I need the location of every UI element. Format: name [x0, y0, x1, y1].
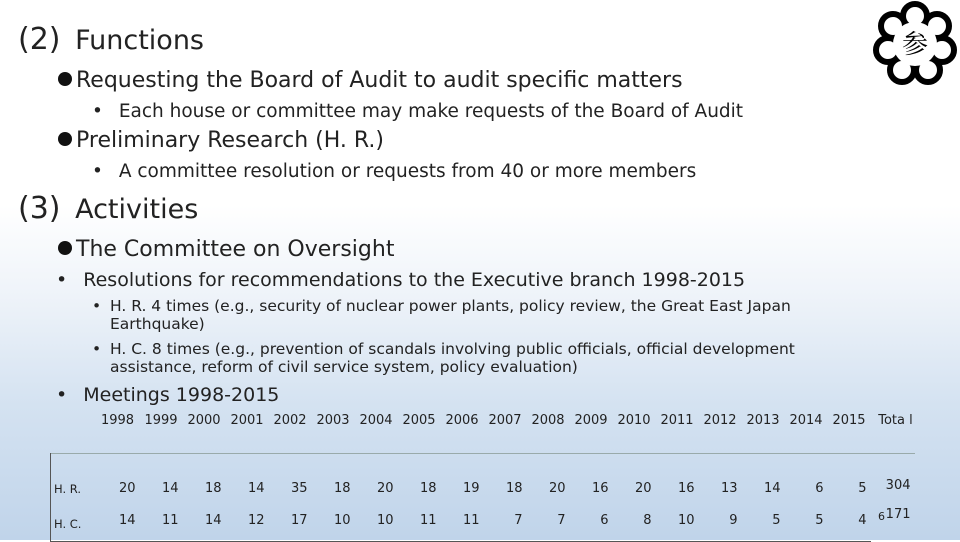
table-cell: 12 — [226, 499, 269, 542]
function-sub-research: • A committee resolution or requests from 40 or more members — [92, 161, 696, 182]
table-cell: 6 — [570, 499, 613, 542]
function-item-audit: Requesting the Board of Audit to audit specific matters — [58, 68, 683, 93]
table-cell: 7 — [484, 499, 527, 542]
footnote-digit: 6 — [878, 510, 885, 523]
meetings-label: • Meetings 1998-2015 — [56, 384, 279, 406]
table-cell: 18 — [398, 454, 441, 500]
table-cell: 11 — [441, 499, 484, 542]
emblem-glyph: 参 — [901, 30, 929, 60]
table-cell: 11 — [140, 499, 183, 542]
table-cell: 5 — [828, 454, 871, 500]
table-cell: 6 — [785, 454, 828, 500]
row-label: H. R. — [51, 454, 96, 500]
year-header: 2005 — [402, 413, 436, 428]
table-row — [51, 499, 915, 542]
function-sub-audit: • Each house or committee may make requests of the Board of Audit — [92, 101, 743, 122]
table-cell: 7 — [527, 499, 570, 542]
year-header: 2006 — [445, 413, 479, 428]
table-cell: 14 — [742, 454, 785, 500]
table-cell: 16 — [570, 454, 613, 500]
table-cell: 4 — [828, 499, 871, 542]
year-header: 1998 — [100, 413, 135, 428]
year-header: 2003 — [316, 413, 350, 428]
row-label: H. C. — [51, 499, 96, 542]
year-header: 2004 — [359, 413, 393, 428]
table-cell: 10 — [355, 499, 398, 542]
committee-oversight: The Committee on Oversight — [58, 237, 394, 262]
year-header: 2013 — [746, 413, 780, 428]
table-cell: 5 — [742, 499, 785, 542]
section3-title: Activities — [75, 194, 199, 225]
bullet-icon — [58, 72, 72, 86]
table-cell: 18 — [183, 454, 226, 500]
resolution-hr: • H. R. 4 times (e.g., security of nuclear power plants, policy review, the Great East Japan Earthquake) — [92, 297, 791, 333]
table-cell: 10 — [312, 499, 355, 542]
year-header: 2000 — [187, 413, 221, 428]
table-cell: 18 — [312, 454, 355, 500]
year-header: 2002 — [273, 413, 307, 428]
table-cell: 18 — [484, 454, 527, 500]
table-cell: 14 — [226, 454, 269, 500]
year-header: 1999 — [144, 413, 178, 428]
table-cell: 9 — [699, 499, 742, 542]
section2-number: (2) — [18, 22, 61, 57]
emblem-logo — [872, 0, 958, 86]
table-cell: 16 — [656, 454, 699, 500]
table-cell: 20 — [613, 454, 656, 500]
bullet-icon — [58, 241, 72, 255]
year-header: 2008 — [531, 413, 565, 428]
table-cell: 14 — [140, 454, 183, 500]
table-cell: 5 — [785, 499, 828, 542]
total-cell: 304 — [871, 454, 915, 500]
year-header: 2012 — [703, 413, 737, 428]
year-header: 2001 — [230, 413, 264, 428]
bullet-icon — [58, 132, 72, 146]
section3-heading — [18, 191, 198, 226]
section3-number: (3) — [18, 191, 61, 226]
year-header: 2014 — [789, 413, 823, 428]
year-header: 2007 — [488, 413, 522, 428]
meetings-table — [50, 406, 915, 542]
table-cell: 20 — [355, 454, 398, 500]
table-cell: 14 — [96, 499, 140, 542]
table-cell: 35 — [269, 454, 312, 500]
year-header: 2009 — [574, 413, 608, 428]
table-cell: 19 — [441, 454, 484, 500]
table-cell: 13 — [699, 454, 742, 500]
resolution-hc: • H. C. 8 times (e.g., prevention of scandals involving public officials, official development assistance, reform of civil service system, policy evaluation) — [92, 340, 795, 376]
total-header: Tota l — [878, 413, 913, 428]
year-header: 2011 — [660, 413, 694, 428]
total-cell: 171 — [885, 507, 911, 522]
table-cell: 20 — [527, 454, 570, 500]
table-row — [51, 454, 915, 500]
section2-title: Functions — [75, 25, 205, 56]
table-cell: 14 — [183, 499, 226, 542]
section2-heading — [18, 22, 204, 57]
table-cell: 10 — [656, 499, 699, 542]
function-item-research: Preliminary Research (H. R.) — [58, 128, 384, 153]
year-header: 2015 — [832, 413, 866, 428]
table-cell: 20 — [96, 454, 140, 500]
table-cell: 11 — [398, 499, 441, 542]
year-header: 2010 — [617, 413, 651, 428]
table-cell: 17 — [269, 499, 312, 542]
resolutions-label: • Resolutions for recommendations to the Executive branch 1998-2015 — [56, 269, 745, 291]
table-cell: 8 — [613, 499, 656, 542]
table-corner — [51, 406, 96, 454]
